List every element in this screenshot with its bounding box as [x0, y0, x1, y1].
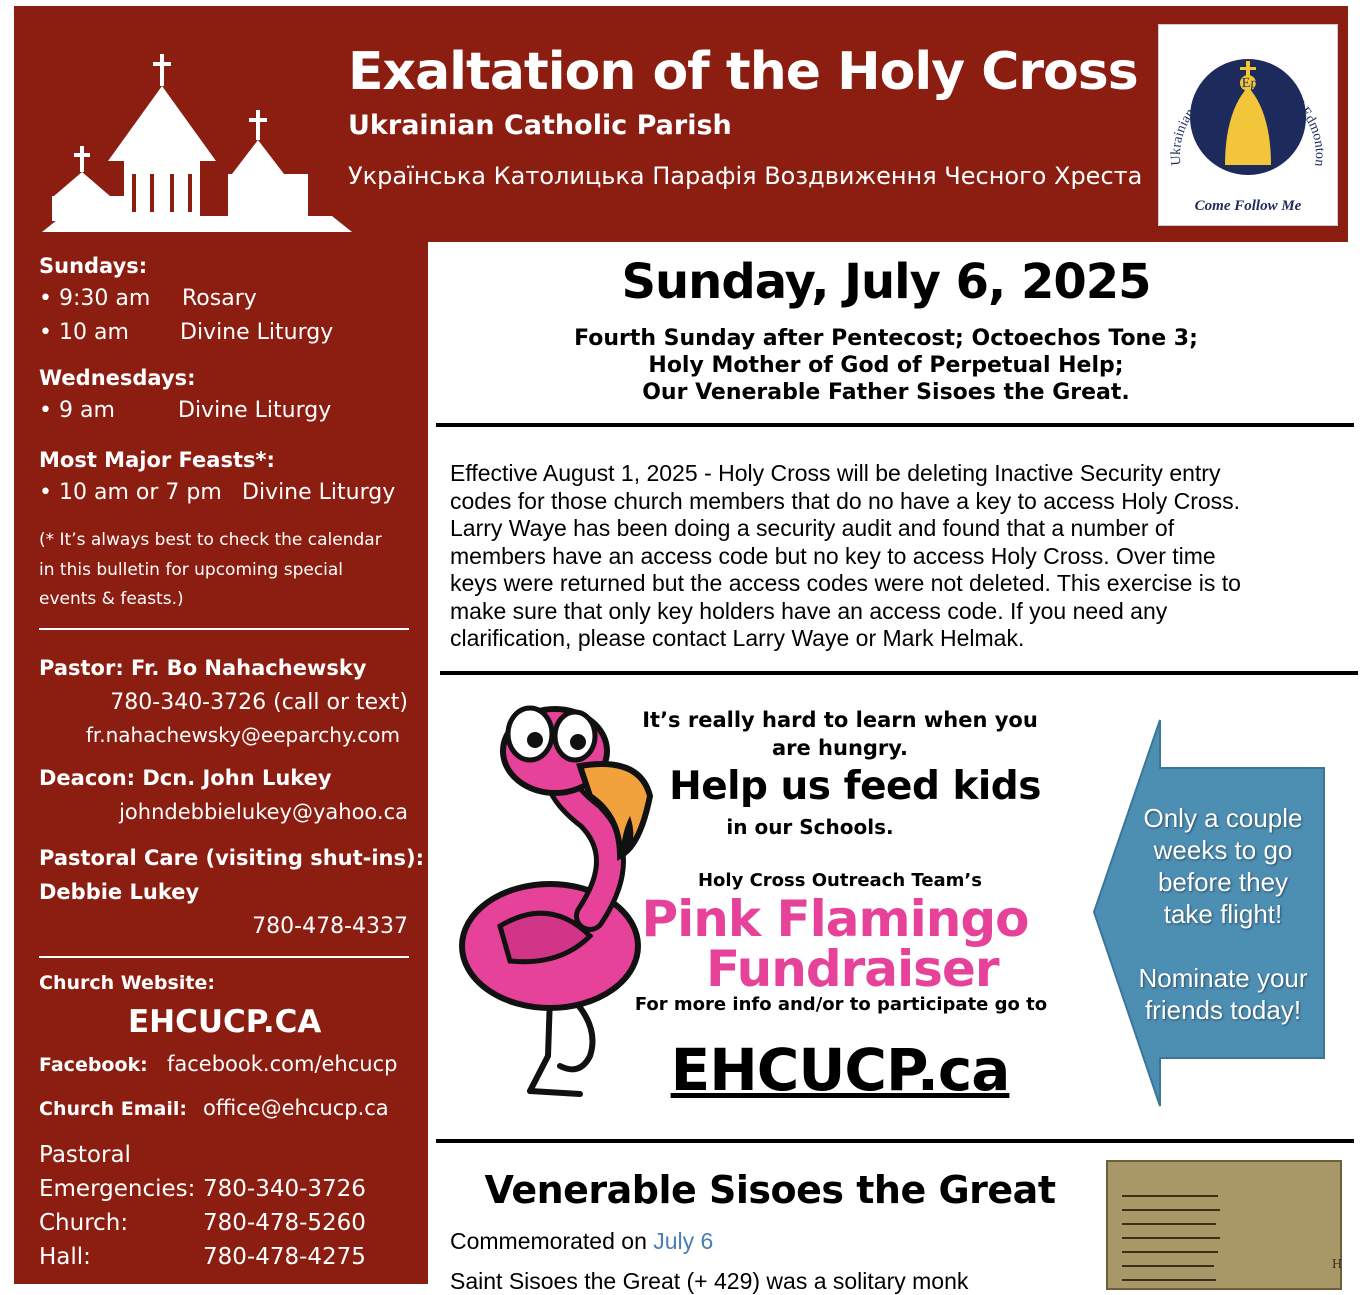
commemoration [450, 1228, 713, 1255]
wednesdays-label: Wednesdays: [39, 366, 196, 390]
notice-line: codes for those church members that do no have a key to access Holy Cross. [450, 487, 1241, 514]
commem-date-link[interactable]: July 6 [653, 1228, 714, 1254]
facebook-label: Facebook: [39, 1054, 148, 1076]
parish-title: Exaltation of the Holy Cross [348, 42, 1138, 102]
occasion-line: Our Venerable Father Sisoes the Great. [642, 380, 1130, 405]
schedule-event: Divine Liturgy [180, 320, 334, 345]
schedule-event: Divine Liturgy [242, 480, 396, 505]
eparchy-motto: Come Follow Me [1194, 198, 1302, 214]
feasts-note: in this bulletin for upcoming special [39, 560, 344, 580]
email-label: Church Email: [39, 1098, 187, 1120]
schedule-time: • 10 am [39, 320, 129, 345]
pastoral-label: Pastoral [39, 1142, 131, 1168]
feasts-label: Most Major Feasts*: [39, 448, 275, 472]
schedule-event: Rosary [182, 286, 257, 311]
divider [39, 956, 409, 958]
eparchy-ring-text [1159, 25, 1337, 205]
schedule-event: Divine Liturgy [178, 398, 332, 423]
website-label: Church Website: [39, 972, 215, 994]
emergencies-label: Emergencies: [39, 1176, 196, 1202]
pastoral-care-phone: 780-478-4337 [252, 914, 408, 939]
saint-body: Saint Sisoes the Great (+ 429) was a solitary monk [450, 1268, 969, 1294]
bulletin-date: Sunday, July 6, 2025 [621, 254, 1151, 310]
deacon-label: Deacon: Dcn. John Lukey [39, 766, 332, 790]
ad-pink-title: Pink Flamingo [641, 890, 1029, 948]
saint-title: Venerable Sisoes the Great [484, 1168, 1056, 1212]
church-phone: 780-478-5260 [203, 1210, 366, 1236]
svg-text:Ukrainian Catholic Eparchy of: Ukrainian Catholic Eparchy of Edmonton [1168, 75, 1328, 168]
divider [436, 423, 1354, 427]
pastor-label: Pastor: Fr. Bo Nahachewsky [39, 656, 367, 680]
commem-prefix: Commemorated on [450, 1228, 647, 1254]
eparchy-logo [1158, 24, 1338, 226]
svg-text:H: H [1332, 1257, 1343, 1272]
notice-line: make sure that only key holders have an access code. If you need any [450, 597, 1168, 624]
occasion-line: Holy Mother of God of Perpetual Help; [648, 353, 1124, 378]
notice-line: keys were returned but the access codes were not deleted. This exercise is to [450, 570, 1241, 596]
divider [440, 671, 1358, 675]
emergencies-phone: 780-340-3726 [203, 1176, 366, 1202]
pastor-phone: 780-340-3726 (call or text) [110, 690, 408, 715]
notice-line: members have an access code but no key to access Holy Cross. Over time [450, 542, 1216, 569]
arrow-line: Nominate your [1138, 963, 1308, 993]
ad-url-link[interactable]: EHCUCP.ca [670, 1036, 1010, 1104]
notice-line: Larry Waye has been doing a security audit and found that a number of [450, 515, 1175, 541]
schedule-time: • 9:30 am [39, 286, 151, 311]
pastoral-care-label: Pastoral Care (visiting shut-ins): [39, 846, 425, 870]
header-banner [14, 6, 1348, 242]
ad-line: are hungry. [771, 736, 909, 760]
sundays-label: Sundays: [39, 254, 148, 278]
arrow-line: before they [1157, 867, 1289, 897]
church-icon [32, 46, 352, 231]
ad-more-info: For more info and/or to participate go to [634, 994, 1048, 1015]
divider [39, 628, 409, 630]
schedule-time: • 10 am or 7 pm [39, 480, 222, 505]
facebook-link[interactable]: facebook.com/ehcucp [167, 1052, 398, 1076]
pastoral-care-name: Debbie Lukey [39, 880, 200, 904]
schedule-time: • 9 am [39, 398, 115, 423]
feasts-note: (* It’s always best to check the calendar [39, 530, 382, 550]
ad-pink-subtitle: Fundraiser [706, 940, 999, 998]
ad-line: in our Schools. [726, 815, 894, 839]
pastor-email[interactable]: fr.nahachewsky@eeparchy.com [85, 723, 400, 747]
divider [436, 1139, 1354, 1143]
notice-line: clarification, please contact Larry Waye or Mark Helmak. [450, 625, 1025, 651]
arrow-line: take flight! [1163, 899, 1283, 929]
parish-subtitle-ukrainian: Українська Католицька Парафія Воздвиження Чесного Хреста [348, 162, 1143, 190]
parish-subtitle: Ukrainian Catholic Parish [348, 110, 732, 141]
arrow-line: weeks to go [1153, 835, 1293, 865]
security-notice [450, 460, 1350, 653]
hall-label: Hall: [39, 1244, 91, 1270]
ad-headline: Help us feed kids [669, 764, 1041, 809]
arrow-line: Only a couple [1143, 803, 1303, 833]
ad-team: Holy Cross Outreach Team’s [697, 870, 982, 891]
church-label: Church: [39, 1210, 129, 1236]
hall-phone: 780-478-4275 [203, 1244, 366, 1270]
website-link[interactable]: EHCUCP.CA [128, 1004, 322, 1040]
sidebar [14, 242, 428, 1284]
ad-line: It’s really hard to learn when you [642, 708, 1038, 732]
arrow-line: friends today! [1144, 995, 1302, 1025]
feasts-note: events & feasts.) [39, 589, 184, 609]
church-email-link[interactable]: office@ehcucp.ca [203, 1096, 389, 1120]
manuscript-icon [1108, 1162, 1343, 1288]
notice-line: Effective August 1, 2025 - Holy Cross will be deleting Inactive Security entry [450, 460, 1221, 486]
saint-icon-image [1106, 1160, 1342, 1290]
occasion-line: Fourth Sunday after Pentecost; Octoechos Tone 3; [574, 326, 1198, 351]
flamingo-icon [440, 696, 650, 1116]
deacon-email[interactable]: johndebbielukey@yahoo.ca [119, 800, 408, 824]
